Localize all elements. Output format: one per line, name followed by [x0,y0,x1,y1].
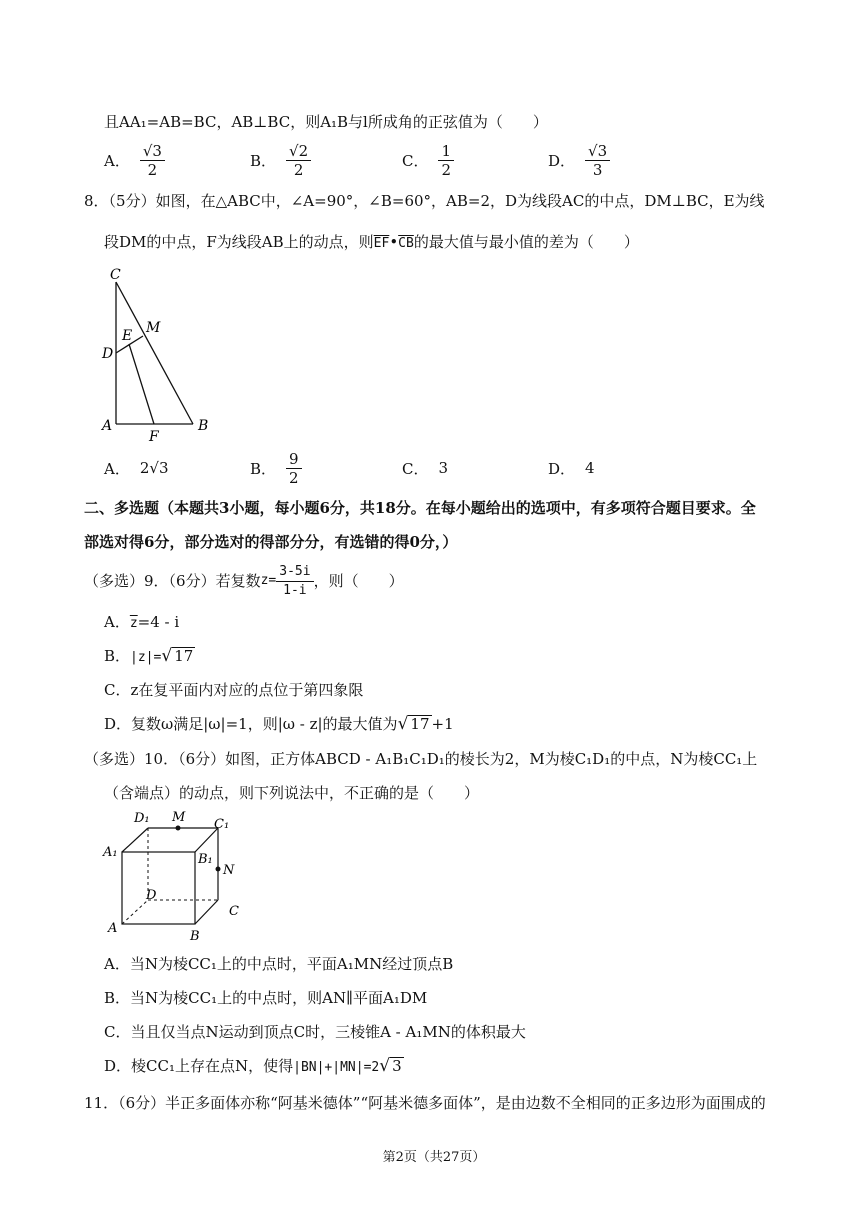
label-a: A [102,418,113,434]
q10-option-a: A．当N为棱CC₁上的中点时，平面A₁MN经过顶点B [104,955,454,973]
label-c: C [229,904,239,919]
label-c1: C₁ [214,817,230,832]
q8-stem-line2: 段DM的中点，F为线段AB上的动点，则$\overline{EF}•\overline{CB}$的最大值与最小值的差为（ ） [104,233,639,251]
q9-option-a: A．$\overline{z}=4 - i$ [104,613,180,631]
q7-stem-tail: 且AA₁=AB=BC，AB⊥BC，则A₁B与l所成角的正弦值为（ ） [104,113,548,131]
q8-options [104,446,804,490]
triangle-figure [96,262,226,447]
label-f: F [149,429,159,445]
q9-option-b: B．|z|= √ 17 [104,646,194,666]
label-d1: D₁ [134,811,150,826]
q10-option-d: D．棱CC₁上存在点N，使得|BN|+|MN|=2 √ 3 [104,1056,402,1076]
q10-option-b: B．当N为棱CC₁上的中点时，则AN∥平面A₁DM [104,989,428,1007]
label-b: B [198,418,209,434]
label-a1: A₁ [103,845,118,860]
q8-stem-line1: 8．（5分）如图，在△ABC中，∠A=90°，∠B=60°，AB=2，D为线段AC的中点，DM⊥BC，E为线 [84,192,765,210]
q7-options [104,138,804,182]
q9-stem: （多选）9．（6分）若复数 z= $\frac{3-5i}{1-i}$ ，则（ ） [84,563,404,598]
q9-option-c: C．z在复平面内对应的点位于第四象限 [104,681,364,699]
label-b1: B₁ [198,852,213,867]
label-b: B [190,929,200,944]
label-c: C [110,267,121,283]
q10-stem-line2: （含端点）的动点，则下列说法中，不正确的是（ ） [104,784,480,802]
cube-figure [100,808,250,948]
q9-option-d: D．复数ω满足|ω|=1，则|ω - z|的最大值为 √ 17 +1 [104,714,454,734]
label-a: A [108,921,118,936]
q10-option-c: C．当且仅当点N运动到顶点C时，三棱锥A - A₁MN的体积最大 [104,1023,526,1041]
label-m: M [146,320,161,336]
label-m: M [172,810,186,825]
label-d: D [102,346,114,362]
page-footer: 第2页（共27页） [382,1150,486,1165]
label-d: D [146,888,157,903]
q8-option-a: A． 2√3 [104,459,169,478]
q8-option-d: D． 4 [548,459,595,478]
q7-option-a: A． $\frac{√3}{2}$ [104,138,165,182]
q8-option-b: B． $\frac{9}{2}$ [250,446,302,490]
q7-option-d: D． $\frac{√3}{3}$ [548,138,610,182]
q7-option-c: C． $\frac{1}{2}$ [402,138,454,182]
label-n: N [223,863,235,878]
q7-option-b: B． $\frac{√2}{2}$ [250,138,311,182]
label-e: E [122,328,133,344]
q8-option-c: C． 3 [402,459,449,478]
q11-stem-line1: 11．（6分）半正多面体亦称“阿基米德体”“阿基米德多面体”，是由边数不全相同的正多边形为面围成的 [84,1094,766,1112]
section2-header-line1: 二、多选题（本题共3小题，每小题6分，共18分。在每小题给出的选项中，有多项符合题目要求。全 [84,499,756,517]
q10-stem-line1: （多选）10．（6分）如图，正方体ABCD - A₁B₁C₁D₁的棱长为2，M为棱C₁D₁的中点，N为棱CC₁上 [84,750,758,768]
section2-header-line2: 部选对得6分，部分选对的得部分分，有选错的得0分，） [84,533,458,551]
